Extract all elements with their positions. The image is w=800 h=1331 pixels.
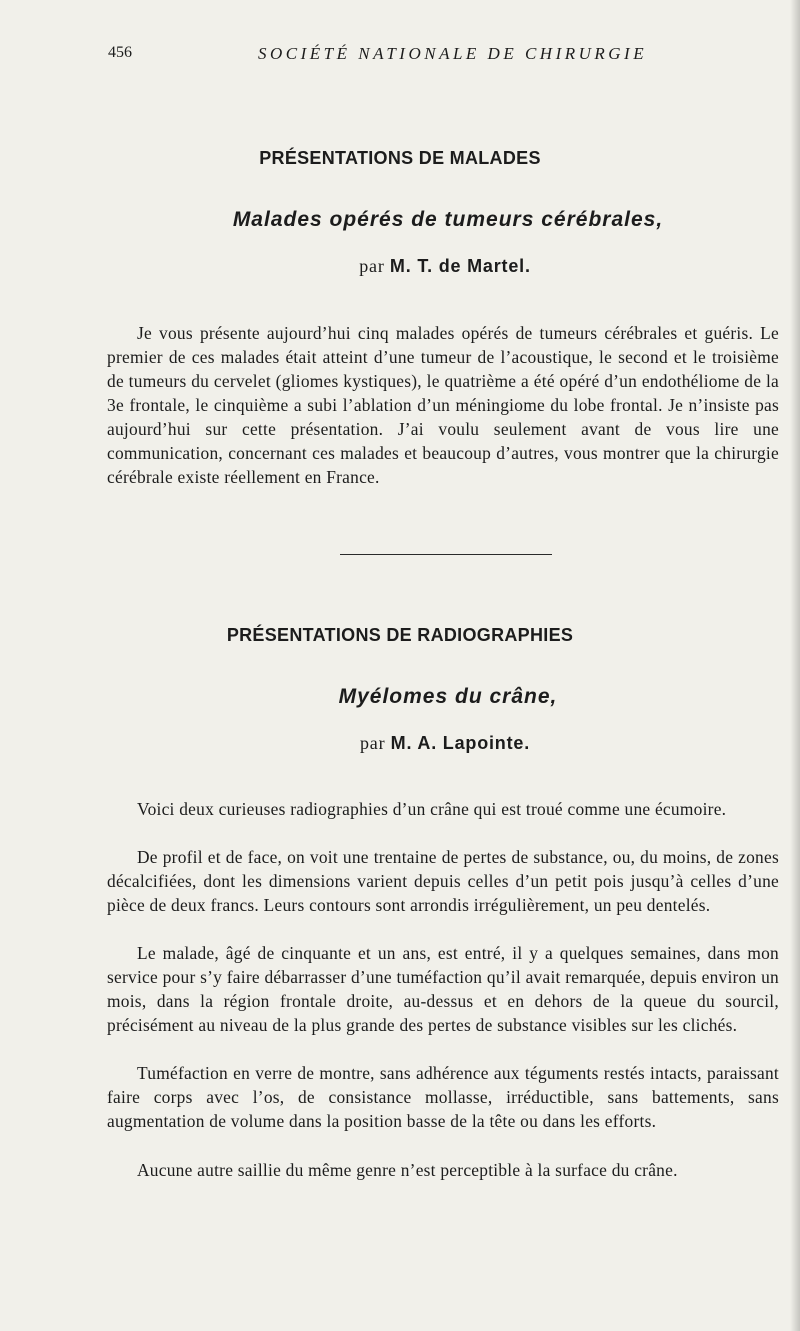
section-divider xyxy=(340,554,552,555)
author-name: M. A. Lapointe. xyxy=(390,733,530,753)
paragraph: Tuméfaction en verre de montre, sans adhérence aux téguments restés intacts, paraissant faire corps avec l’os, de consistance mollasse, irréductible, sans battements, sans augmentation de volume dans la position basse de la tête ou dans les efforts. xyxy=(107,1063,779,1131)
byline-martel xyxy=(0,256,800,277)
section-heading-malades: PRÉSENTATIONS DE MALADES xyxy=(259,148,541,168)
paragraph: Voici deux curieuses radiographies d’un crâne qui est troué comme une écumoire. xyxy=(137,799,727,819)
byline-prefix: par xyxy=(359,256,390,276)
author-name: M. T. de Martel. xyxy=(389,256,531,276)
section-heading-radiographies: PRÉSENTATIONS DE RADIOGRAPHIES xyxy=(226,625,574,645)
article-title-tumeurs: Malades opérés de tumeurs cérébrales, xyxy=(232,208,664,231)
page-number: 456 xyxy=(108,44,132,61)
paragraph: Le malade, âgé de cinquante et un ans, est entré, il y a quelques semaines, dans mon service pour s’y faire débarrasser d’une tuméfaction qu’il avait remarquée, depuis environ un mois, dans la région frontale droite, au-dessus et en dehors de la queue du sourcil, précisément au niveau de la plus grande des pertes de substance visibles sur les clichés. xyxy=(107,943,779,1035)
page-edge-shadow xyxy=(790,0,800,1331)
journal-title: SOCIÉTÉ NATIONALE DE CHIRURGIE xyxy=(258,44,648,63)
paragraph: Aucune autre saillie du même genre n’est perceptible à la surface du crâne. xyxy=(137,1160,678,1180)
running-head xyxy=(108,44,780,68)
byline-lapointe xyxy=(0,733,800,754)
paragraph: De profil et de face, on voit une trentaine de pertes de substance, ou, du moins, de zones décalcifiées, dont les dimensions varient depuis celles d’un petit pois jusqu’à celles d’une pièce de deux francs. Leurs contours sont arrondis irrégulièrement, un peu dentelés. xyxy=(107,847,779,915)
byline-prefix: par xyxy=(359,733,391,753)
article-title-myelomes: Myélomes du crâne, xyxy=(338,685,558,708)
paragraph: Je vous présente aujourd’hui cinq malades opérés de tumeurs cérébrales et guéris. Le premier de ces malades était atteint d’une tumeur de l’acoustique, le second et le troisième de tumeurs du cervelet (gliomes kystiques), le quatrième a été opéré d’un endothéliome de la 3e frontale, le cinquième a subi l’ablation d’un méningiome du lobe frontal. Je n’insiste pas aujourd’hui sur cette présentation. J’ai voulu seulement avant de vous lire une communication, concernant ces malades et beaucoup d’autres, vous montrer que la chirurgie cérébrale existe réellement en France. xyxy=(107,323,779,487)
